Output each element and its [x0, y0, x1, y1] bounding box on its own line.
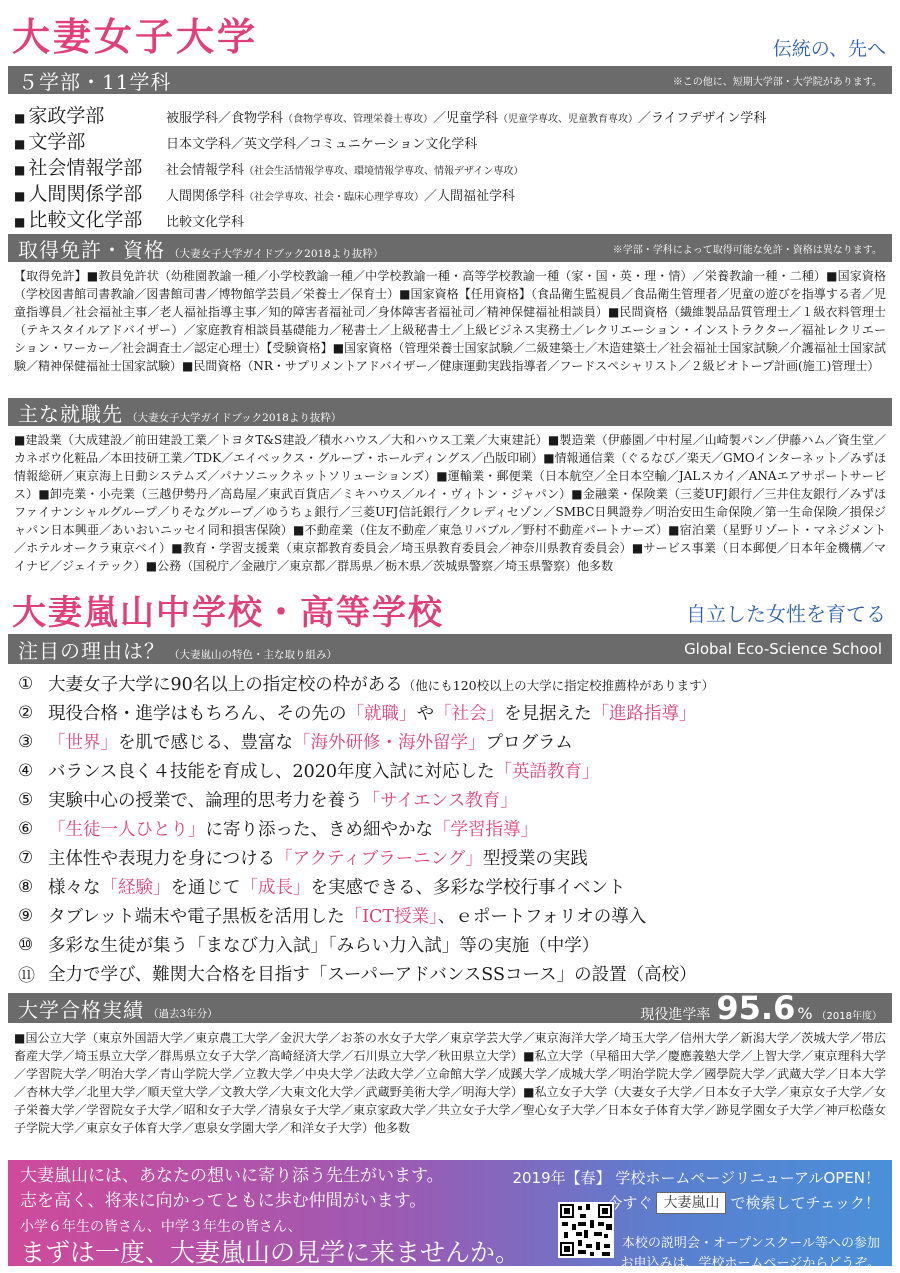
department-courses	[166, 211, 244, 230]
reason-segment: や	[416, 704, 435, 724]
reason-highlight: 「サイエンス教育」	[362, 791, 518, 811]
faculties-bar-title: ５学部・11学科	[18, 69, 172, 94]
reason-number: ①	[18, 673, 34, 694]
results-title-text: 大学合格実績	[18, 997, 144, 1022]
results-bar-title	[18, 994, 218, 1023]
search-keyword-box[interactable]: 大妻嵐山	[656, 1192, 726, 1214]
reason-text	[48, 671, 714, 696]
reason-text	[48, 961, 697, 986]
course-text: （社会生活情報学専攻、環境情報学専攻、情報デザイン専攻）	[244, 166, 524, 177]
rate-value: 95.6	[716, 989, 796, 1027]
department-name	[14, 127, 166, 154]
square-bullet-icon: ■	[14, 137, 26, 151]
reason-item	[18, 785, 888, 814]
course-text: 社会情報学科	[166, 163, 245, 178]
reason-number: ②	[18, 702, 34, 723]
department-row	[14, 205, 888, 231]
search-prompt-pre: 今すぐ	[607, 1194, 653, 1212]
reason-item	[18, 756, 888, 785]
department-name	[14, 153, 166, 180]
footer-info	[512, 1166, 880, 1273]
reason-item	[18, 959, 888, 988]
reason-segment: 多彩な生徒が集う「まなび力入試」「みらい力入試」等の実施（中学）	[48, 936, 600, 956]
footer-line-4: まずは一度、大妻嵐山の見学に来ませんか。	[20, 1238, 521, 1267]
reason-segment: タブレット端末や電子黒板を活用した	[48, 907, 345, 927]
reason-highlight: 「生徒一人ひとり」	[48, 820, 206, 840]
course-text: （食物学専攻、管理栄養士専攻）	[283, 114, 434, 125]
course-text: 日本文学科／英文学科／コミュニケーション文化学科	[166, 137, 478, 152]
info-line-1: 本校の説明会・オープンスクール等への参加	[621, 1236, 880, 1251]
department-courses	[166, 159, 523, 178]
reason-text	[48, 758, 600, 783]
course-text: （児童学専攻、児童教育専攻）	[498, 114, 639, 125]
department-row	[14, 153, 888, 179]
course-text: ／ライフデザイン学科	[638, 111, 767, 126]
reason-segment: バランス良く４技能を育成し、2020年度入試に対応した	[48, 762, 495, 782]
reason-text	[48, 845, 588, 870]
reason-number: ③	[18, 731, 34, 752]
course-text: 人間関係学科	[166, 189, 245, 204]
department-name	[14, 179, 166, 206]
reason-text	[48, 874, 626, 899]
reason-segment: （他にも120校以上の大学に指定校推薦枠があります）	[402, 678, 715, 693]
reason-segment: を実感できる、多彩な学校行事イベント	[310, 878, 626, 898]
search-prompt-post: で検索してチェック！	[730, 1194, 880, 1212]
footer-banner	[8, 1160, 892, 1271]
course-text: ／人間福祉学科	[424, 189, 516, 204]
square-bullet-icon: ■	[14, 111, 26, 125]
reasons-bar-title	[18, 635, 337, 664]
licenses-title-sub: （大妻女子大学ガイドブック2018より抜粋）	[169, 247, 384, 260]
reason-highlight: 「ICT授業」	[344, 907, 438, 927]
reason-text	[48, 932, 599, 957]
results-title-sub: （過去3年分）	[148, 1007, 218, 1020]
reasons-bar	[8, 634, 892, 664]
results-text: ■国公立大学（東京外国語大学／東京農工大学／金沢大学／お茶の水女子大学／東京学芸大学／東京海洋大学／埼玉大学／信州大学／新潟大学／茨城大学／帯広畜産大学／埼玉県立大学／群馬県立女子大学／高崎経済大学／石川県立大学／秋田県立大学）■私立大学（早稲田大学／慶應義塾大学／上智大学／東京理科大学／学習院大学／明治大学／青山学院大学／立教大学／中央大学／法政大学／立命館大学／成蹊大学／成城大学／明治学院大学／國學院大学／武蔵大学／日本大学／杏林大学／北里大学／順天堂大学／文教大学／大東文化大学／武蔵野美術大学／明海大学）■私立女子大学（大妻女子大学／日本女子大学／東京女子大学／女子栄養大学／学習院女子大学／昭和女子大学／清泉女子大学／東京家政大学／共立女子大学／聖心女子大学／日本女子体育大学／跡見学園女子大学／神戸松蔭女子学院大学／東京女子体育大学／恵泉女学園大学／和洋女子大学）他多数	[14, 1031, 886, 1135]
reason-highlight: 「進路指導」	[591, 704, 697, 724]
search-prompt	[512, 1190, 880, 1216]
reason-highlight: 「就職」	[346, 704, 417, 724]
footer-line-2: 志を高く、将来に向かってともに歩む仲間がいます。	[20, 1191, 427, 1211]
square-bullet-icon: ■	[14, 163, 26, 177]
footer-message	[20, 1164, 520, 1268]
global-eco-science-badge: Global Eco-Science School	[684, 640, 882, 658]
course-text: ／児童学科	[433, 111, 499, 126]
department-courses	[166, 133, 477, 152]
reason-text	[48, 700, 697, 725]
department-row	[14, 101, 888, 127]
reason-segment: 実験中心の授業で、論理的思考力を養う	[48, 791, 363, 811]
reason-segment: 様々な	[48, 878, 101, 898]
reason-number: ⑪	[18, 966, 35, 986]
reason-number: ⑥	[18, 818, 34, 839]
reason-segment: を通じて	[170, 878, 241, 898]
reason-segment: 現役合格・進学はもちろん、その先の	[48, 704, 347, 724]
department-name-text: 社会情報学部	[28, 157, 143, 179]
reason-segment: 、ｅポートフォリオの導入	[437, 907, 647, 927]
rate-year: （2018年度）	[816, 1011, 882, 1022]
footer-line-1: 大妻嵐山には、あなたの想いに寄り添う先生がいます。	[20, 1166, 444, 1186]
reason-item	[18, 814, 888, 843]
careers-bar	[8, 398, 892, 426]
licenses-bar-title	[18, 234, 383, 263]
reason-number: ⑩	[18, 934, 34, 955]
reason-segment: 大妻女子大学に90名以上の指定校の枠がある	[48, 675, 403, 695]
licenses-bar-note: ※学部・学科によって取得可能な免許・資格は異なります。	[612, 244, 882, 256]
faculties-bar-note: ※この他に、短期大学部・大学院があります。	[672, 76, 882, 88]
university-title: 大妻女子大学	[12, 14, 259, 59]
reason-segment: を肌で感じる、豊富な	[118, 733, 293, 753]
reason-segment: を見据えた	[504, 704, 592, 724]
reasons-title-text: 注目の理由は？	[18, 638, 165, 663]
careers-title-sub: （大妻女子大学ガイドブック2018より抜粋）	[127, 411, 342, 424]
course-text: 比較文化学科	[166, 215, 245, 230]
course-text: （社会学専攻、社会・臨床心理学専攻）	[244, 192, 425, 203]
school-title: 大妻嵐山中学校・高等学校	[12, 593, 444, 633]
reason-item	[18, 669, 888, 698]
licenses-bar	[8, 234, 892, 262]
reason-number: ⑨	[18, 905, 34, 926]
reason-highlight: 「アクティブラーニング」	[275, 849, 483, 869]
square-bullet-icon: ■	[14, 215, 26, 229]
reason-highlight: 「成長」	[240, 878, 311, 898]
reason-text	[48, 816, 538, 841]
department-name	[14, 205, 166, 232]
renewal-notice: 2019年【春】 学校ホームページリニューアルOPEN！	[512, 1169, 880, 1187]
reason-segment: に寄り添った、きめ細やかな	[205, 820, 433, 840]
advancement-rate	[640, 989, 882, 1027]
reason-item	[18, 698, 888, 727]
licenses-title-text: 取得免許・資格	[18, 237, 165, 262]
reason-item	[18, 901, 888, 930]
reason-highlight: 「社会」	[434, 704, 505, 724]
reason-item	[18, 872, 888, 901]
department-row	[14, 127, 888, 153]
course-text: 被服学科／食物学科	[166, 111, 284, 126]
reasons-title-sub: （大妻嵐山の特色・主な取り組み）	[169, 648, 337, 661]
department-courses	[166, 107, 766, 126]
reason-segment: 全力で学び、難関大合格を目指す「スーパーアドバンスSSコース」の設置（高校）	[48, 965, 697, 985]
footer-line-3: 小学６年生の皆さん、中学３年生の皆さん、	[20, 1219, 302, 1235]
square-bullet-icon: ■	[14, 189, 26, 203]
reason-text	[48, 903, 646, 928]
rate-unit: %	[797, 1004, 813, 1023]
careers-text: ■建設業（大成建設／前田建設工業／トヨタT&S建設／積水ハウス／大和ハウス工業／大東建託）■製造業（伊藤園／中村屋／山崎製パン／伊藤ハム／資生堂／カネボウ化粧品／本田技研工業／TDK／エイベックス・グループ・ホールディングス／凸版印刷）■情報通信業（ぐるなび／楽天／GMOインターネット／みずほ情報総研／東京海上日動システムズ／パナソニックネットソリューションズ）■運輸業・郵便業（日本航空／全日本空輸／JALスカイ／ANAエアサポートサービス）■卸売業・小売業（三越伊勢丹／高島屋／東武百貨店／ミキハウス／ルイ・ヴィトン・ジャパン）■金融業・保険業（三菱UFJ銀行／三井住友銀行／みずほファイナンシャルグループ／りそなグループ／ゆうちょ銀行／三菱UFJ信託銀行／クレディセゾン／SMBC日興證券／明治安田生命保険／第一生命保険／損保ジャパン日本興亜／あいおいニッセイ同和損害保険）■不動産業（住友不動産／東急リバブル／野村不動産パートナーズ）■宿泊業（星野リゾート・マネジメント／ホテルオークラ東京ベイ）■教育・学習支援業（東京都教育委員会／埼玉県教育委員会／神奈川県教育委員会）■サービス事業（日本郵便／日本年金機構／マイナビ／ジェイテック）■公務（国税庁／金融庁／東京都／群馬県／栃木県／茨城県警察／埼玉県警察）他多数	[14, 433, 886, 573]
info-line-2: お申込みは、学校ホームページからどうぞ。	[620, 1256, 880, 1271]
results-bar	[8, 989, 892, 1027]
department-name-text: 人間関係学部	[28, 183, 143, 205]
reason-number: ④	[18, 760, 34, 781]
reason-highlight: 「学習指導」	[433, 820, 538, 840]
reason-text	[48, 787, 518, 812]
reasons-list	[18, 669, 888, 988]
reason-highlight: 「世界」	[48, 733, 118, 753]
department-name	[14, 101, 166, 128]
school-slogan: 自立した女性を育てる	[686, 602, 886, 626]
department-list	[14, 101, 888, 231]
reason-segment: 型授業の実践	[482, 849, 588, 869]
reason-text	[48, 729, 573, 754]
reason-segment: 主体性や表現力を身につける	[48, 849, 276, 869]
department-courses	[166, 185, 515, 204]
university-slogan: 伝統の、先へ	[772, 38, 886, 60]
department-row	[14, 179, 888, 205]
faculties-bar	[8, 66, 892, 94]
reason-item	[18, 930, 888, 959]
licenses-text: 【取得免許】■教員免許状（幼稚園教諭一種／小学校教諭一種／中学校教諭一種・高等学校教諭一種（家・国・英・理・情）／栄養教諭一種・二種）■国家資格（学校図書館司書教諭／図書館司書／博物館学芸員／栄養士／保育士）■国家資格【任用資格】（食品衛生監視員／食品衛生管理者／児童の遊びを指導する者／児童指導員／社会福祉主事／老人福祉指導主事／知的障害者福祉司／身体障害者福祉司／精神保健福祉相談員）■民間資格（繊維製品品質管理士／１級衣料管理士（テキスタイルアドバイザー）／家庭教育相談員基礎能力／秘書士／上級秘書士／上級ビジネス実務士／レクリエーション・インストラクター／福祉レクリエーション・ワーカー／社会調査士／認定心理士）【受験資格】■国家資格（管理栄養士国家試験／二級建築士／木造建築士／社会福祉士国家試験／介護福祉士国家試験／精神保健福祉士国家試験）■民間資格（NR・サプリメントアドバイザー／健康運動実践指導者／フードスペシャリスト／２級ビオトープ計画(施工)管理士）	[14, 269, 886, 373]
reason-segment: プログラム	[485, 733, 573, 753]
reason-highlight: 「経験」	[100, 878, 171, 898]
reason-number: ⑦	[18, 847, 34, 868]
department-name-text: 文学部	[28, 131, 86, 153]
department-name-text: 家政学部	[28, 105, 105, 127]
reason-highlight: 「海外研修・海外留学」	[293, 733, 486, 753]
department-name-text: 比較文化学部	[28, 209, 143, 231]
reason-number: ⑧	[18, 876, 34, 897]
careers-title-text: 主な就職先	[18, 401, 123, 426]
reason-item	[18, 727, 888, 756]
reason-item	[18, 843, 888, 872]
rate-label: 現役進学率	[640, 1007, 711, 1023]
reason-highlight: 「英語教育」	[494, 762, 600, 782]
reason-number: ⑤	[18, 789, 34, 810]
careers-bar-title	[18, 398, 341, 427]
